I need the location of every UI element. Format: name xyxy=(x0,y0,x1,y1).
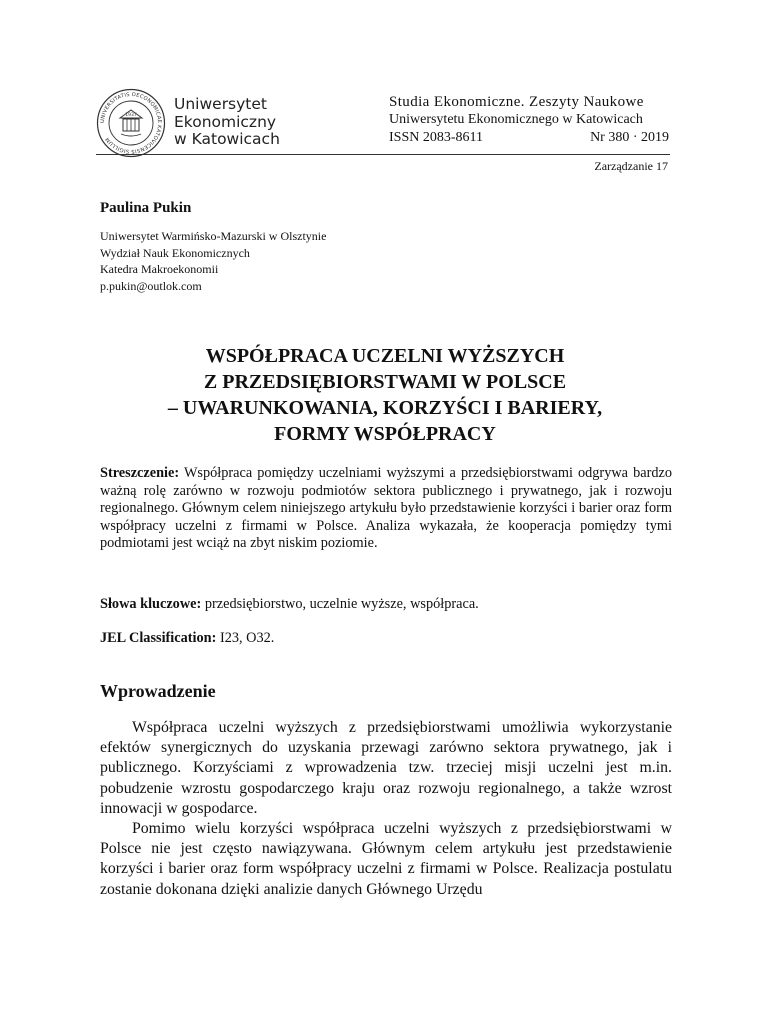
author-affiliation xyxy=(100,228,326,294)
university-name-line: w Katowicach xyxy=(174,130,280,148)
university-name xyxy=(174,96,280,149)
author-name: Paulina Pukin xyxy=(100,200,192,216)
intro-paragraph: Współpraca uczelni wyższych z przedsiębiorstwami umożliwia wykorzystanie efektów synergicznych do uzyskania przewagi zarówno sektora prywatnego, jak i publicznego. Korzyściami z wprowadzenia tzw. trzeciej misji uczelni jest m.in. pobudzenie wzrostu gospodarczego kraju oraz rozwoju regionalnego, a także wzrost innowacji w gospodarce. xyxy=(100,719,672,817)
seal-year: 1937 xyxy=(125,113,137,118)
university-name-line: Uniwersytet xyxy=(174,95,267,113)
article-title xyxy=(96,343,674,447)
intro-paragraph: Pomimo wielu korzyści współpraca uczelni wyższych z przedsiębiorstwami w Polsce nie jest często nawiązywana. Głównym celem artykułu jest przedstawienie korzyści i barier oraz form współpracy uczelni z firmami w Polsce. Realizacja postulatu zostanie dokonana dzięki analizie danych Głównego Urzędu xyxy=(100,820,672,898)
journal-subtitle: Uniwersytetu Ekonomicznego w Katowicach xyxy=(389,112,643,127)
author-email: p.pukin@outlok.com xyxy=(100,278,202,293)
university-seal-icon xyxy=(96,88,166,158)
title-line: WSPÓŁPRACA UCZELNI WYŻSZYCH xyxy=(205,345,565,367)
university-logo xyxy=(96,84,356,162)
jel-label: JEL Classification: xyxy=(100,630,217,646)
journal-title: Studia Ekonomiczne. Zeszyty Naukowe xyxy=(389,94,644,110)
abstract xyxy=(100,465,672,553)
journal-header xyxy=(389,93,669,147)
abstract-label: Streszczenie: xyxy=(100,465,180,481)
title-line: FORMY WSPÓŁPRACY xyxy=(274,423,496,445)
university-name-line: Ekonomiczny xyxy=(174,112,277,131)
keywords-label: Słowa kluczowe: xyxy=(100,596,202,612)
title-line: – UWARUNKOWANIA, KORZYŚCI I BARIERY, xyxy=(167,397,603,419)
jel-text: I23, O32. xyxy=(219,630,275,646)
journal-meta xyxy=(389,129,669,147)
jel-classification xyxy=(100,630,672,647)
affiliation-line: Uniwersytet Warmińsko-Mazurski w Olsztynie xyxy=(100,229,327,243)
affiliation-line: Katedra Makroekonomii xyxy=(100,262,219,276)
abstract-text: Współpraca pomiędzy uczelniami wyższymi a przedsiębiorstwami odgrywa bardzo ważną rolę zarówno w rozwoju podmiotów sektora publicznego i prywatnego, jak i rozwoju regionalnego. Głównym celem niniejszego artykułu było przedstawienie korzyści i barier oraz form współpracy uczelni z firmami w Polsce. Analiza wykazała, że kooperacja pomiędzy tymi podmiotami jest wciąż na zbyt niskim poziomie. xyxy=(100,465,672,552)
affiliation-line: Wydział Nauk Ekonomicznych xyxy=(100,245,250,260)
header-rule xyxy=(96,154,670,155)
issue-number: Nr 380 · 2019 xyxy=(590,130,669,145)
keywords xyxy=(100,596,672,613)
section-label: Zarządzanie 17 xyxy=(594,159,668,173)
title-line: Z PRZEDSIĘBIORSTWAMI W POLSCE xyxy=(203,371,567,393)
intro-body xyxy=(100,718,672,900)
intro-heading: Wprowadzenie xyxy=(100,681,216,701)
keywords-text: przedsiębiorstwo, uczelnie wyższe, współpraca. xyxy=(204,596,479,612)
issn: ISSN 2083-8611 xyxy=(389,130,483,145)
seal-ring-text: UNIVERSITATIS OECONOMICAE KATOVICENSIS SIGILLUM xyxy=(99,91,163,155)
